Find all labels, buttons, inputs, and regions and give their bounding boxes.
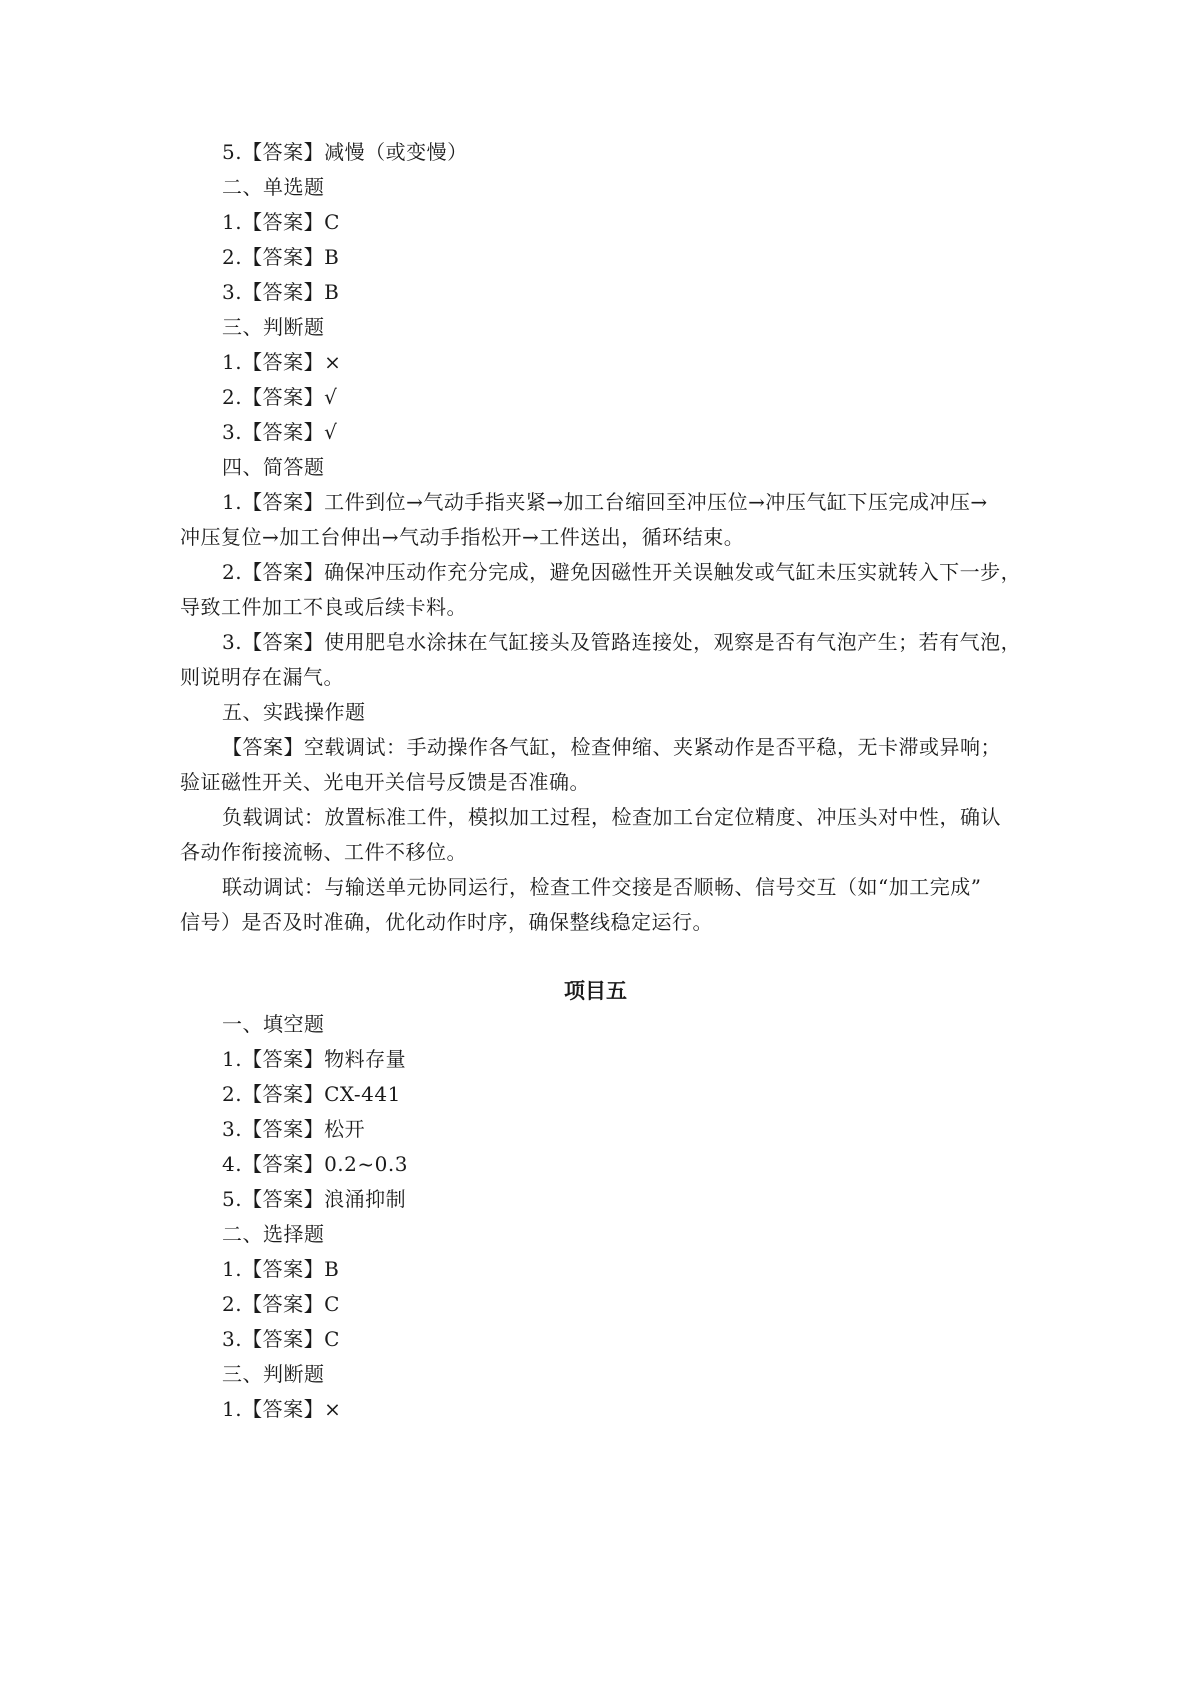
answer-line: 1.【答案】× <box>222 350 342 374</box>
answer-line: 1.【答案】B <box>222 1257 340 1281</box>
project-title: 项目五 <box>564 979 627 1003</box>
section-heading: 四、简答题 <box>222 455 325 479</box>
answer-line: 3.【答案】松开 <box>222 1117 366 1141</box>
answer-paragraph-line: 各动作衔接流畅、工件不移位。 <box>180 840 467 864</box>
answer-line: 2.【答案】C <box>222 1292 340 1316</box>
section-heading: 二、选择题 <box>222 1222 325 1246</box>
answer-line: 2.【答案】√ <box>222 385 338 409</box>
answer-line: 2.【答案】CX-441 <box>222 1082 401 1106</box>
answer-line: 3.【答案】C <box>222 1327 340 1351</box>
answer-line: 2.【答案】B <box>222 245 340 269</box>
answer-paragraph-line: 联动调试：与输送单元协同运行，检查工件交接是否顺畅、信号交互（如“加工完成” <box>222 875 982 899</box>
answer-line: 5.【答案】减慢（或变慢） <box>222 140 468 164</box>
section-heading: 二、单选题 <box>222 175 325 199</box>
answer-line: 4.【答案】0.2~0.3 <box>222 1152 408 1176</box>
answer-line: 1.【答案】× <box>222 1397 342 1421</box>
answer-paragraph-line: 信号）是否及时准确，优化动作时序，确保整线稳定运行。 <box>180 910 713 934</box>
answer-line: 5.【答案】浪涌抑制 <box>222 1187 407 1211</box>
answer-line: 3.【答案】B <box>222 280 340 304</box>
answer-paragraph-line: 1.【答案】工件到位→气动手指夹紧→加工台缩回至冲压位→冲压气缸下压完成冲压→ <box>222 490 988 514</box>
answer-paragraph-line: 负载调试：放置标准工件，模拟加工过程，检查加工台定位精度、冲压头对中性，确认 <box>222 805 1001 829</box>
section-heading: 五、实践操作题 <box>222 700 366 724</box>
answer-paragraph-line: 则说明存在漏气。 <box>180 665 344 689</box>
answer-paragraph-line: 2.【答案】确保冲压动作充分完成，避免因磁性开关误触发或气缸未压实就转入下一步， <box>222 560 1022 584</box>
section-heading: 三、判断题 <box>222 315 325 339</box>
answer-paragraph-line: 3.【答案】使用肥皂水涂抹在气缸接头及管路连接处，观察是否有气泡产生；若有气泡， <box>222 630 1022 654</box>
answer-line: 3.【答案】√ <box>222 420 338 444</box>
answer-paragraph-line: 【答案】空载调试：手动操作各气缸，检查伸缩、夹紧动作是否平稳，无卡滞或异响； <box>222 735 1001 759</box>
answer-line: 1.【答案】C <box>222 210 340 234</box>
answer-paragraph-line: 验证磁性开关、光电开关信号反馈是否准确。 <box>180 770 590 794</box>
answer-paragraph-line: 冲压复位→加工台伸出→气动手指松开→工件送出，循环结束。 <box>180 525 745 549</box>
answer-paragraph-line: 导致工件加工不良或后续卡料。 <box>180 595 467 619</box>
section-heading: 三、判断题 <box>222 1362 325 1386</box>
answer-line: 1.【答案】物料存量 <box>222 1047 407 1071</box>
section-heading: 一、填空题 <box>222 1012 325 1036</box>
